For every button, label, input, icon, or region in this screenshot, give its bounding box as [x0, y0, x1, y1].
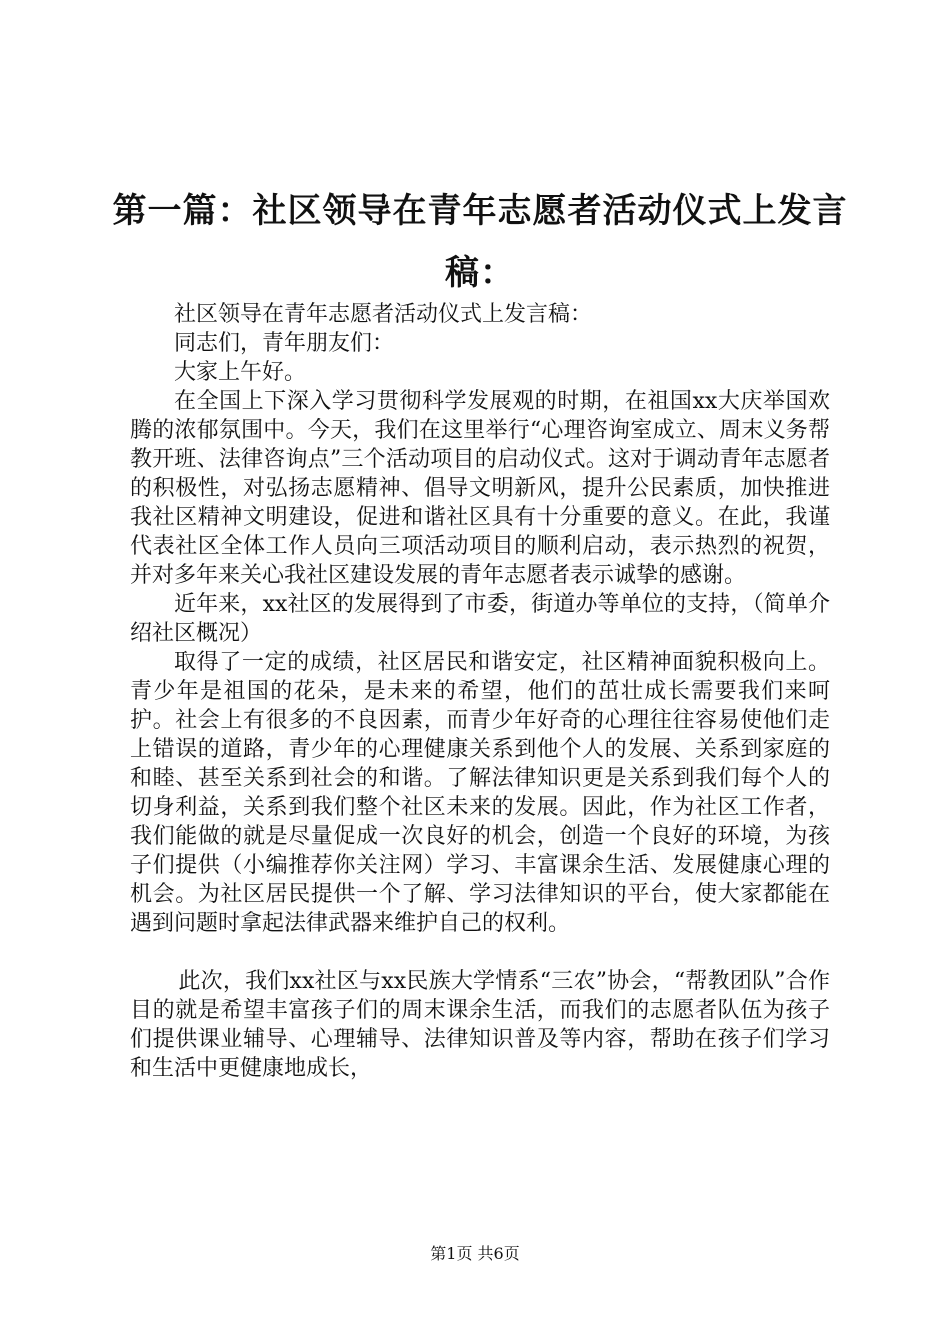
- paragraph-greeting: 大家上午好。: [174, 360, 307, 385]
- paragraph-achievements: 取得了一定的成绩，社区居民和谐安定，社区精神面貌积极向上。青少年是祖国的花朵，是未来的希望，他们的茁壮成长需要我们来呵护。社会上有很多的不良因素，而青少年好奇的心理往往容易使他们走上错误的道路，青少年的心理健康关系到他个人的发展、关系到家庭的和睦、甚至关系到社会的和谐。了解法律知识更是关系到我们每个人的切身利益，关系到我们整个社区未来的发展。因此，作为社区工作者，我们能做的就是尽量促成一次良好的机会，创造一个良好的环境，为孩子们提供（小编推荐你关注网）学习、丰富课余生活、发展健康心理的机会。为社区居民提供一个了解、学习法律知识的平台，使大家都能在遇到问题时拿起法律武器来维护自己的权利。: [130, 650, 830, 936]
- page-footer: [0, 1244, 950, 1264]
- paragraph-salutation: 同志们，青年朋友们：: [174, 331, 395, 356]
- page-indicator: 第1页 共6页: [430, 1244, 520, 1263]
- document-title: 第一篇：社区领导在青年志愿者活动仪式上发言稿：: [112, 191, 848, 293]
- paragraph-community-support: 近年来，xx社区的发展得到了市委，街道办等单位的支持，（简单介绍社区概况）: [130, 592, 830, 646]
- paragraph-cooperation: 此次，我们xx社区与xx民族大学情系“三农”协会，“帮教团队”合作目的就是希望丰富孩子们的周末课余生活，而我们的志愿者队伍为孩子们提供课业辅导、心理辅导、法律知识普及等内容，帮助在孩子们学习和生活中更健康地成长，: [130, 969, 830, 1081]
- document-body: [130, 300, 830, 1083]
- paragraph-heading-repeat: 社区领导在青年志愿者活动仪式上发言稿：: [174, 302, 593, 327]
- paragraph-opening: 在全国上下深入学习贯彻科学发展观的时期，在祖国xx大庆举国欢腾的浓郁氛围中。今天，我们在这里举行“心理咨询室成立、周末义务帮教开班、法律咨询点”三个活动项目的启动仪式。这对于调动青年志愿者的积极性，对弘扬志愿精神、倡导文明新风，提升公民素质，加快推进我社区精神文明建设，促进和谐社区具有十分重要的意义。在此，我谨代表社区全体工作人员向三项活动项目的顺利启动，表示热烈的祝贺，并对多年来关心我社区建设发展的青年志愿者表示诚挚的感谢。: [130, 389, 830, 588]
